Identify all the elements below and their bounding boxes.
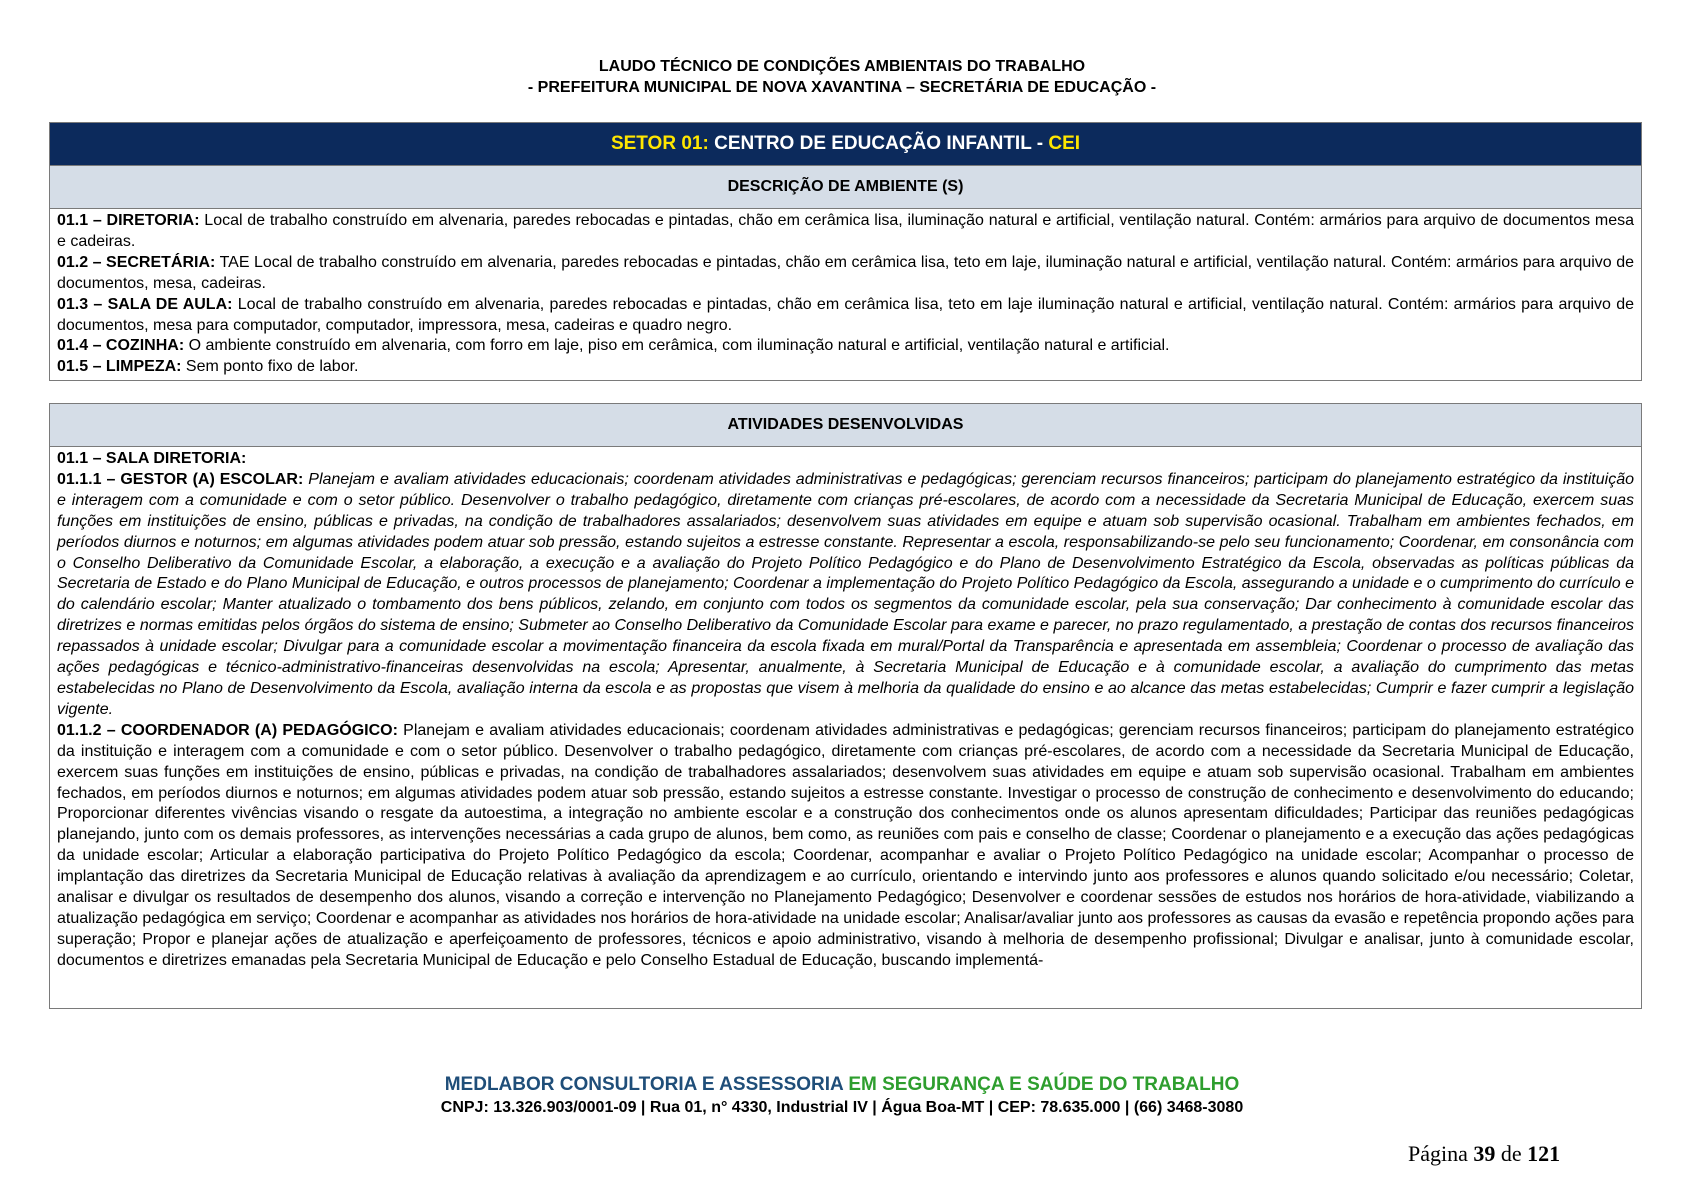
item-label: 01.4 – COZINHA: [57, 337, 185, 355]
page-prefix: Página [1408, 1141, 1474, 1166]
description-item-diretoria [57, 211, 1634, 253]
page-total: 121 [1527, 1141, 1561, 1166]
description-item-sala-de-aula [57, 295, 1634, 337]
activities-heading: ATIVIDADES DESENVOLVIDAS [50, 404, 1641, 447]
page-current: 39 [1473, 1141, 1496, 1166]
sector-number: SETOR 01: [610, 133, 709, 154]
gestor-paragraph [57, 470, 1634, 721]
activities-body [50, 447, 1641, 974]
document-title: LAUDO TÉCNICO DE CONDIÇÕES AMBIENTAIS DO TRABALHO [598, 58, 1086, 75]
document-subtitle: - PREFEITURA MUNICIPAL DE NOVA XAVANTINA – SECRETÁRIA DE EDUCAÇÃO - [527, 79, 1157, 96]
gestor-text: Planejam e avaliam atividades educacionais; coordenam atividades administrativas e pedagógicas; gerenciam recursos financeiros; participam do planejamento estratégico da instituição e interagem com a comunidade e com o setor público. Desenvolver o trabalho pedagógico, diretamente com crianças pré-escolares, de acordo com a necessidade da Secretaria Municipal de Educação, exercem suas funções em instituições de ensino, públicas e privadas, na condição de trabalhadores assalariados; desenvolvem suas atividades em equipe e atuam sob supervisão ocasional. Trabalham em ambientes fechados, em períodos diurnos e noturnos; em algumas atividades podem atuar sob pressão, estando sujeitos a estresse constante. Representar a escola, responsabilizando-se pelo seu funcionamento; Coordenar, em consonância com o Conselho Deliberativo da Comunidade Escolar, a elaboração, a execução e a avaliação do Projeto Político Pedagógico e do Plano de Desenvolvimento Estratégico da Escola, observadas as políticas públicas da Secretaria de Estado e do Plano Municipal de Educação, e outros processos de planejamento; Coordenar a implementação do Projeto Político Pedagógico da Escola, assegurando a unidade e o cumprimento do currículo e do calendário escolar; Manter atualizado o tombamento dos bens públicos, zelando, em conjunto com todos os segmentos da comunidade escolar, pela sua conservação; Dar conhecimento à comunidade escolar das diretrizes e normas emitidas pelos órgãos do sistema de ensino; Submeter ao Conselho Deliberativo da Comunidade Escolar para exame e parecer, no prazo regulamentado, a prestação de contas dos recursos financeiros repassados à unidade escolar; Divulgar para a comunidade escolar a movimentação financeira da escola fixada em mural/Portal da Transparência e apresentada em assembleia; Coordenar o processo de avaliação das ações pedagógicas e técnico-administrativo-financeiras desenvolvidas na escola; Apresentar, anualmente, à Secretaria Municipal de Educação e à comunidade escolar, a avaliação do cumprimento das metas estabelecidas no Plano de Desenvolvimento da Escola, avaliação interna da escola e as propostas que visem à melhoria da qualidade do ensino e ao alcance das metas estabelecidas; Cumprir e fazer cumprir a legislação vigente. [57, 470, 1635, 718]
item-text: Local de trabalho construído em alvenaria, paredes rebocadas e pintadas, chão em cerâmica lisa, teto em laje iluminação natural e artificial, ventilação natural. Contém: armários para arquivo de documentos, mesa para computador, computador, impressora, mesa, cadeiras e quadro negro. [57, 295, 1634, 334]
footer-company [0, 1074, 1684, 1096]
item-text: O ambiente construído em alvenaria, com forro em laje, piso em cerâmica, com iluminação natural e artificial, ventilação natural e artificial. [184, 337, 1170, 355]
description-heading: DESCRIÇÃO DE AMBIENTE (S) [50, 166, 1641, 209]
document-header [0, 56, 1684, 98]
description-item-limpeza [57, 357, 1634, 378]
item-label: 01.3 – SALA DE AULA: [57, 295, 233, 313]
item-text: TAE Local de trabalho construído em alvenaria, paredes rebocadas e pintadas, chão em cerâmica lisa, teto em laje, iluminação natural e artificial, ventilação natural. Contém: armários para arquivo de documentos, mesa, cadeiras. [57, 253, 1634, 292]
gestor-label: 01.1.1 – GESTOR (A) ESCOLAR: [57, 470, 304, 488]
item-label: 01.5 – LIMPEZA: [57, 358, 182, 376]
sector-title-bar [50, 123, 1641, 166]
description-item-secretaria [57, 253, 1634, 295]
coordenador-label: 01.1.2 – COORDENADOR (A) PEDAGÓGICO: [57, 721, 398, 739]
page-separator: de [1495, 1141, 1528, 1166]
description-item-cozinha [57, 336, 1634, 357]
footer-contact: CNPJ: 13.326.903/0001-09 | Rua 01, n° 4330, Industrial IV | Água Boa-MT | CEP: 78.635.000 | (66) 3468-3080 [440, 1099, 1244, 1116]
description-body [50, 209, 1641, 380]
room-label-text: 01.1 – SALA DIRETORIA: [57, 450, 247, 467]
item-label: 01.1 – DIRETORIA: [57, 212, 200, 229]
sector-code: CEI [1048, 133, 1081, 154]
item-text: Sem ponto fixo de labor. [181, 358, 359, 376]
environment-description-table [49, 122, 1642, 381]
page-number [1408, 1141, 1560, 1167]
activities-table [49, 403, 1642, 1009]
footer-company-tagline: EM SEGURANÇA E SAÚDE DO TRABALHO [843, 1074, 1240, 1095]
item-text: Local de trabalho construído em alvenaria, paredes rebocadas e pintadas, chão em cerâmica lisa, iluminação natural e artificial, ventilação natural. Contém: armários para arquivo de documentos mesa e cadeiras. [57, 212, 1635, 250]
coordenador-paragraph [57, 721, 1634, 972]
sector-name: CENTRO DE EDUCAÇÃO INFANTIL - [708, 133, 1049, 154]
room-label [57, 449, 1634, 470]
coordenador-text: Planejam e avaliam atividades educacionais; coordenam atividades administrativas e pedagógicas; gerenciam recursos financeiros; participam do planejamento estratégico da instituição e interagem com a comunidade e com o setor público. Desenvolver o trabalho pedagógico, diretamente com crianças pré-escolares, de acordo com a necessidade da Secretaria Municipal de Educação, exercem suas funções em instituições de ensino, públicas e privadas, na condição de trabalhadores assalariados; desenvolvem suas atividades em equipe e atuam sob supervisão ocasional. Trabalham em ambientes fechados, em períodos diurnos e noturnos; em algumas atividades podem atuar sob pressão, estando sujeitos a estresse constante. Investigar o processo de construção de conhecimento e desenvolvimento do educando; Proporcionar diferentes vivências visando o resgate da autoestima, a integração no ambiente escolar e a construção dos conhecimentos onde os alunos apresentam dificuldades; Participar das reuniões pedagógicas planejando, junto com os demais professores, as intervenções necessárias a cada grupo de alunos, bem como, as reuniões com pais e conselho de classe; Coordenar o planejamento e a execução das ações pedagógicas da unidade escolar; Articular a elaboração participativa do Projeto Político Pedagógico da escola; Coordenar, acompanhar e avaliar o Projeto Político Pedagógico na unidade escolar; Acompanhar o processo de implantação das diretrizes da Secretaria Municipal de Educação relativas à avaliação da aprendizagem e ao currículo, orientando e intervindo junto aos professores e alunos quando solicitado e/ou necessário; Coletar, analisar e divulgar os resultados de desempenho dos alunos, visando a correção e intervenção no Planejamento Pedagógico; Desenvolver e coordenar sessões de estudos nos horários de hora-atividade, viabilizando a atualização pedagógica em serviço; Coordenar e acompanhar as atividades nos horários de hora-atividade na unidade escolar; Analisar/avaliar junto aos professores as causas da evasão e repetência propondo ações para superação; Propor e planejar ações de atualização e aperfeiçoamento de professores, técnicos e apoio administrativo, visando à melhoria de desempenho profissional; Divulgar e analisar, junto à comunidade escolar, documentos e diretrizes emanadas pela Secretaria Municipal de Educação e pelo Conselho Estadual de Educação, buscando implementá- [57, 721, 1635, 969]
footer-company-name: MEDLABOR CONSULTORIA E ASSESSORIA [444, 1074, 844, 1095]
item-label: 01.2 – SECRETÁRIA: [57, 253, 216, 271]
